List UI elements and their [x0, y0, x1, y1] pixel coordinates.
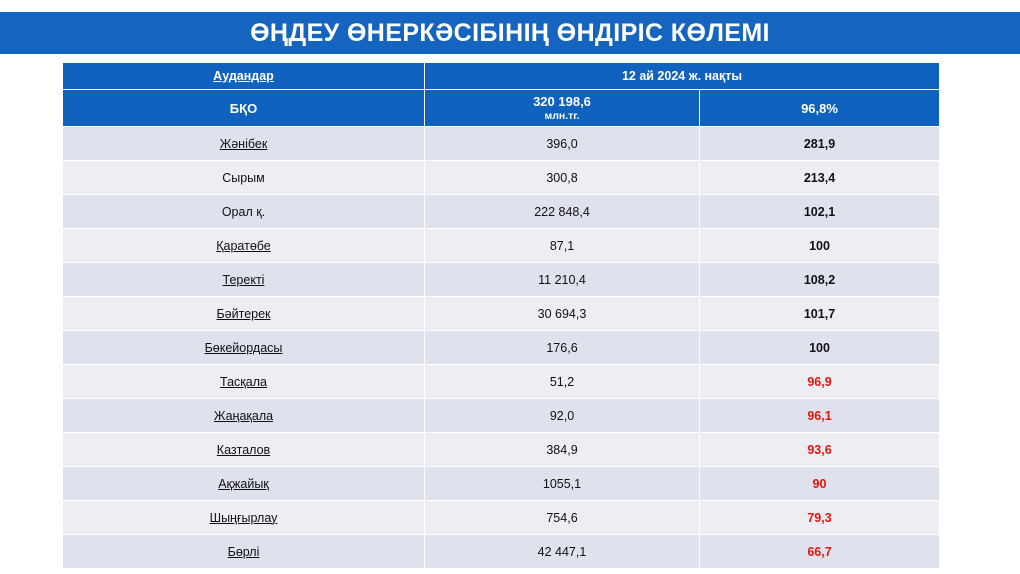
column-header-districts-label: Аудандар	[213, 69, 274, 83]
column-header-period	[425, 63, 940, 90]
table-cell-value: 11 210,4	[425, 263, 700, 297]
district-name: Бөрлі	[227, 544, 260, 559]
total-row-percent: 96,8%	[700, 90, 940, 127]
table-cell-value: 87,1	[425, 229, 700, 263]
table-cell-value: 384,9	[425, 433, 700, 467]
table-cell-value: 396,0	[425, 127, 700, 161]
table-cell-district	[63, 467, 425, 501]
table-cell-value: 1055,1	[425, 467, 700, 501]
table-cell-value: 51,2	[425, 365, 700, 399]
table-cell-percent: 102,1	[700, 195, 940, 229]
table-cell-value: 754,6	[425, 501, 700, 535]
table-row	[63, 263, 940, 297]
total-row-value-number: 320 198,6	[533, 94, 591, 109]
total-row-value-unit: млн.тг.	[544, 110, 580, 122]
district-name: Шыңғырлау	[209, 510, 278, 525]
table-cell-percent: 66,7	[700, 535, 940, 569]
total-row-value	[425, 90, 700, 127]
table-cell-percent: 96,9	[700, 365, 940, 399]
table-cell-district	[63, 297, 425, 331]
table-cell-district	[63, 263, 425, 297]
table-header-row	[63, 63, 940, 90]
table-cell-district	[63, 535, 425, 569]
table-cell-percent: 96,1	[700, 399, 940, 433]
table-cell-district	[63, 433, 425, 467]
table-cell-value: 30 694,3	[425, 297, 700, 331]
table-row	[63, 229, 940, 263]
table-row	[63, 535, 940, 569]
table-cell-percent: 101,7	[700, 297, 940, 331]
table-cell-district	[63, 161, 425, 195]
district-name: Қаратөбе	[216, 238, 271, 253]
table-cell-district	[63, 331, 425, 365]
page-title: ӨҢДЕУ ӨНЕРКӘСІБІНІҢ ӨНДІРІС КӨЛЕМІ	[250, 18, 770, 47]
production-volume-table-wrap	[62, 62, 939, 569]
table-cell-district	[63, 365, 425, 399]
table-cell-district	[63, 229, 425, 263]
table-cell-percent: 281,9	[700, 127, 940, 161]
table-cell-value: 42 447,1	[425, 535, 700, 569]
table-row	[63, 399, 940, 433]
table-row	[63, 433, 940, 467]
district-name: Ақжайық	[218, 476, 269, 491]
table-row	[63, 195, 940, 229]
table-body	[63, 90, 940, 569]
district-name: Бөкейордасы	[204, 340, 283, 355]
table-cell-district	[63, 501, 425, 535]
district-name: Теректі	[222, 272, 265, 287]
table-cell-value: 300,8	[425, 161, 700, 195]
table-row	[63, 501, 940, 535]
table-cell-district	[63, 399, 425, 433]
table-row	[63, 297, 940, 331]
table-row	[63, 127, 940, 161]
district-name: Казталов	[216, 442, 271, 457]
table-row	[63, 467, 940, 501]
district-name: Орал қ.	[221, 204, 266, 219]
table-cell-percent: 108,2	[700, 263, 940, 297]
district-name: Тасқала	[220, 374, 267, 389]
table-cell-percent: 93,6	[700, 433, 940, 467]
column-header-period-label: 12 ай 2024 ж. нақты	[621, 69, 743, 83]
table-cell-percent: 79,3	[700, 501, 940, 535]
table-cell-percent: 100	[700, 331, 940, 365]
district-name: Жаңақала	[213, 408, 274, 423]
district-name: Сырым	[222, 170, 265, 185]
table-cell-value: 92,0	[425, 399, 700, 433]
table-cell-district	[63, 127, 425, 161]
table-cell-value: 176,6	[425, 331, 700, 365]
slide-title-bar	[0, 12, 1020, 54]
table-row	[63, 331, 940, 365]
production-volume-table	[62, 62, 940, 569]
district-name: Жәнібек	[219, 136, 268, 151]
table-row	[63, 161, 940, 195]
table-total-row	[63, 90, 940, 127]
column-header-districts	[63, 63, 425, 90]
table-cell-district	[63, 195, 425, 229]
table-cell-percent: 90	[700, 467, 940, 501]
total-row-name: БҚО	[63, 90, 425, 127]
table-row	[63, 365, 940, 399]
district-name: Бәйтерек	[216, 306, 271, 321]
table-cell-percent: 100	[700, 229, 940, 263]
table-cell-value: 222 848,4	[425, 195, 700, 229]
table-cell-percent: 213,4	[700, 161, 940, 195]
